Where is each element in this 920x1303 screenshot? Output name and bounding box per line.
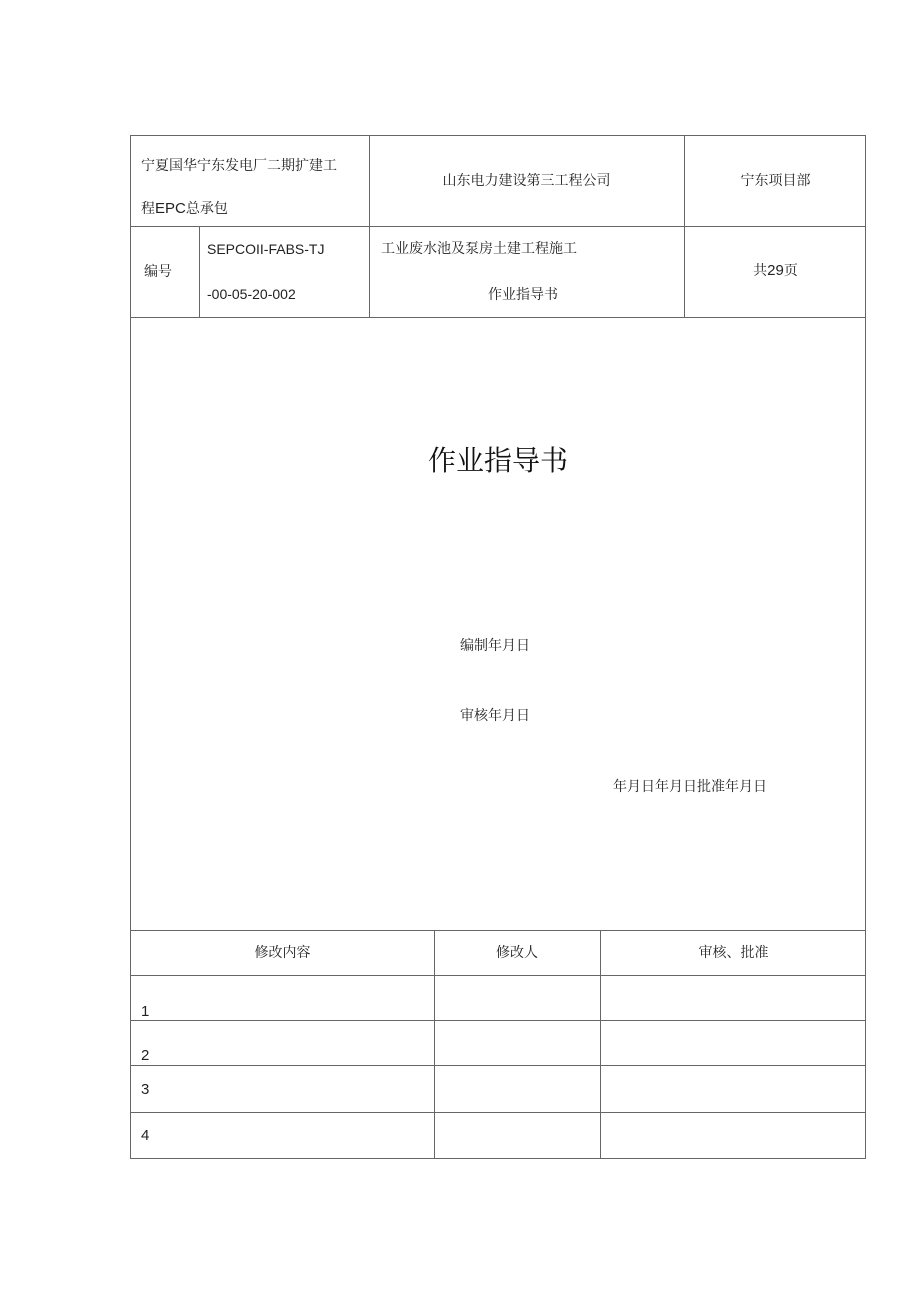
divider: [131, 1112, 865, 1113]
revision-row-number: 1: [141, 1003, 150, 1020]
project-name-suffix: 总承包: [185, 201, 228, 217]
document-name-line1: 工业废水池及泵房土建工程施工: [381, 241, 577, 257]
divider: [131, 930, 865, 931]
revision-header-approval: 审核、批准: [698, 945, 769, 961]
divider: [434, 930, 435, 1159]
revision-row-number: 2: [141, 1047, 150, 1064]
document-sheet: [130, 135, 866, 1159]
company-name: 山东电力建设第三工程公司: [442, 173, 611, 189]
document-name-line2: 作业指导书: [488, 287, 558, 303]
page-count-number: 29: [767, 262, 784, 279]
divider: [684, 136, 685, 317]
project-name-line1: 宁夏国华宁东发电厂二期扩建工: [141, 158, 337, 174]
project-name-code: EPC: [155, 200, 186, 217]
compiled-by-date: 编制年月日: [460, 638, 530, 654]
revision-row-number: 4: [141, 1127, 150, 1144]
page-count-prefix: 共: [753, 263, 768, 279]
number-label: 编号: [144, 264, 172, 280]
page-count-suffix: 页: [783, 263, 798, 279]
divider: [600, 930, 601, 1159]
revision-row-number: 3: [141, 1081, 150, 1098]
divider: [131, 226, 865, 227]
divider: [131, 1065, 865, 1066]
divider: [369, 136, 370, 317]
divider: [131, 975, 865, 976]
page-count: [684, 262, 867, 280]
project-name-line2: [141, 200, 228, 218]
department-name: 宁东项目部: [740, 173, 811, 189]
document-title: 作业指导书: [427, 444, 568, 477]
divider: [131, 1020, 865, 1021]
reviewed-by-date: 审核年月日: [460, 708, 530, 724]
approval-dates: 年月日年月日批准年月日: [613, 779, 767, 795]
document-number-line1: SEPCOII-FABS-TJ: [207, 241, 325, 257]
project-name-prefix: 程: [141, 201, 155, 217]
document-number-line2: -00-05-20-002: [207, 286, 296, 302]
revision-header-content: 修改内容: [254, 945, 311, 961]
revision-header-modifier: 修改人: [496, 945, 538, 961]
divider: [199, 226, 200, 317]
divider: [131, 317, 865, 318]
